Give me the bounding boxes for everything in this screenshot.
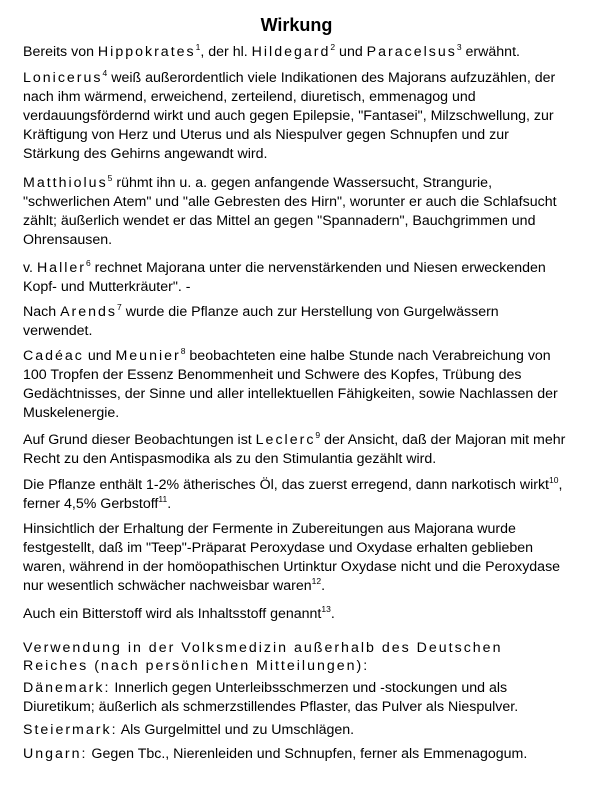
- footnote-ref: 13: [321, 604, 331, 614]
- author-name: Arends: [60, 304, 118, 320]
- text: erwähnt.: [461, 44, 520, 60]
- author-name: Lonicerus: [23, 70, 103, 86]
- footnote-ref: 11: [158, 494, 168, 504]
- author-name: Matthiolus: [23, 175, 108, 191]
- text: ferner 4,5% Gerbstoff: [23, 496, 159, 512]
- footnote-ref: 2: [330, 42, 336, 52]
- folk-item-ungarn: [23, 745, 568, 764]
- text: beobachteten eine halbe Stunde nach Verabreichung von 100 Tropfen der Essenz Benommenheit und Schwere des Kopfes, Trübung des Gedächtnisses, der Sinne und aller intellektuellen Fähigkeiten, sowie Nachlassen der Muskelenergie.: [23, 348, 558, 421]
- text: und: [335, 44, 367, 60]
- paragraph-arends: [23, 303, 568, 341]
- text: und: [83, 348, 116, 364]
- author-name: Meunier: [115, 348, 181, 364]
- section-title: Wirkung: [260, 15, 333, 35]
- author-name: Leclerc: [255, 432, 316, 448]
- text: .: [330, 606, 335, 622]
- paragraph-leclerc: [23, 431, 568, 469]
- text: ,: [558, 477, 563, 493]
- author-name: Cadéac: [23, 348, 84, 364]
- paragraph-haller: [23, 259, 568, 297]
- footnote-ref: 9: [315, 430, 321, 440]
- text: Hinsichtlich der Erhaltung der Fermente in Zubereitungen aus Majorana wurde festgestellt, daß im "Teep"-Präparat Peroxydase und Oxydase erhalten geblieben waren, während in der homöopathischen Urtinktur Oxydase nicht und die Peroxydase nur wesentlich schwächer nachweisbar waren: [23, 521, 561, 594]
- text: .: [167, 496, 172, 512]
- footnote-ref: 4: [102, 68, 108, 78]
- country-name: Steiermark:: [23, 722, 118, 738]
- paragraph-cadeac-meunier: [23, 347, 568, 423]
- paragraph-fermente: [23, 520, 568, 596]
- text: v.: [23, 260, 37, 276]
- text: .: [321, 578, 326, 594]
- author-name: Hildegard: [251, 44, 331, 60]
- footnote-ref: 1: [195, 42, 201, 52]
- text: Die Pflanze enthält 1-2% ätherisches Öl, das zuerst erregend, dann narkotisch wirkt: [23, 477, 549, 493]
- footnote-ref: 7: [117, 302, 122, 312]
- footnote-ref: 3: [456, 42, 462, 52]
- paragraph-bitterstoff: [23, 605, 568, 624]
- country-name: Dänemark:: [23, 680, 111, 696]
- country-name: Ungarn:: [23, 746, 88, 762]
- text: der Ansicht, daß der Majoran mit mehr Recht zu den Antispasmodika als zu den Stimulantia gezählt wird.: [23, 432, 566, 467]
- text: Auch ein Bitterstoff wird als Inhaltsstoff genannt: [23, 606, 322, 622]
- text: rechnet Majorana unter die nervenstärkenden und Niesen erweckenden Kopf- und Mutterkräuter". -: [23, 260, 546, 295]
- folk-item-daenemark: [23, 679, 568, 717]
- text: rühmt ihn u. a. gegen anfangende Wassersucht, Strangurie, "schwerlichen Atem" und "alle Gebresten des Hirn", worunter er auch die Schlafsucht zählt; äußerlich wendet er das Mittel an gegen "Spannadern", Bauchgrimmen und Ohrensausen.: [23, 175, 557, 248]
- folk-item-steiermark: [23, 721, 568, 740]
- footnote-ref: 12: [311, 576, 322, 586]
- text: weiß außerordentlich viele Indikationen des Majorans aufzuzählen, der nach ihm wärmend, erweichend, zerteilend, diuretisch, emmenagog und verdauungsfördernd wirkt und auch gegen Epilepsie, "Fantasei", Milzschwellung, zur Kräftigung von Herz und Uterus und als Niespulver gegen Schnupfen und zur Stärkung des Gehirns angewandt wird.: [23, 70, 556, 162]
- paragraph-matthiolus: [23, 174, 568, 250]
- paragraph-oel: [23, 476, 568, 514]
- text: Bereits von: [23, 44, 98, 60]
- text: Innerlich gegen Unterleibsschmerzen und -stockungen und als Diuretikum; äußerlich als schmerzstillendes Pflaster, das Pulver als Niespulver.: [23, 680, 519, 715]
- footnote-ref: 8: [180, 346, 186, 356]
- text: Auf Grund dieser Beobachtungen ist: [23, 432, 256, 448]
- paragraph-hippokrates: [23, 43, 568, 62]
- author-name: Haller: [36, 260, 86, 276]
- text: , der hl.: [200, 44, 252, 60]
- text: Nach: [23, 304, 61, 320]
- footnote-ref: 5: [107, 173, 113, 183]
- footnote-ref: 10: [549, 475, 559, 485]
- text: wurde die Pflanze auch zur Herstellung von Gurgelwässern verwendet.: [23, 304, 499, 339]
- text: Als Gurgelmittel und zu Umschlägen.: [117, 722, 355, 738]
- folk-medicine-heading: Verwendung in der Volksmedizin außerhalb des Deutschen Reiches (nach persönlichen Mitteilungen):: [23, 640, 503, 674]
- author-name: Hippokrates: [97, 44, 196, 60]
- author-name: Paracelsus: [366, 44, 457, 60]
- footnote-ref: 6: [86, 258, 91, 268]
- text: Gegen Tbc., Nierenleiden und Schnupfen, ferner als Emmenagogum.: [87, 746, 528, 762]
- paragraph-lonicerus: [23, 69, 568, 164]
